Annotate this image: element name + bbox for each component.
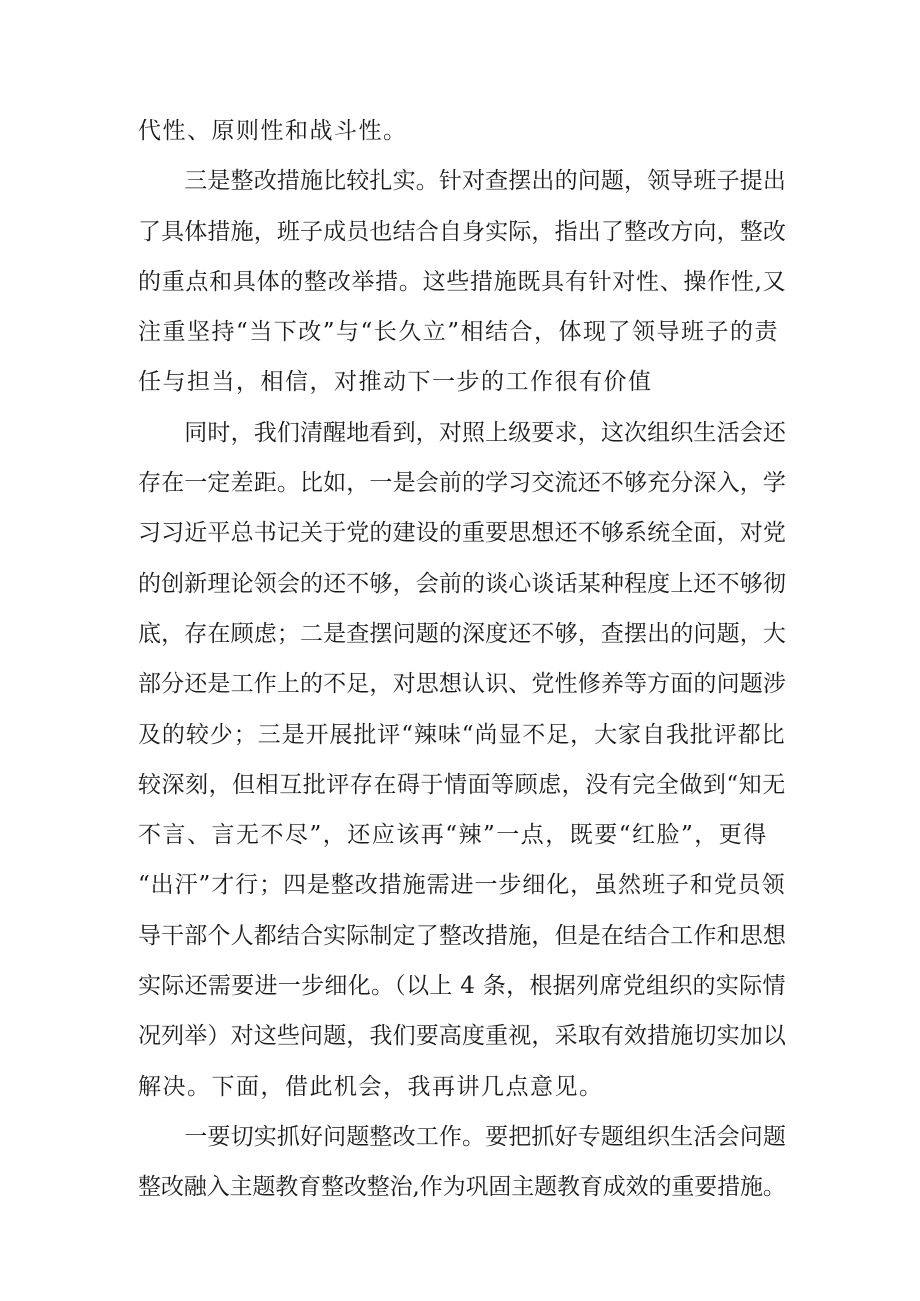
text-line: 注重坚持“当下改”与“长久立”相结合，体现了领导班子的责	[138, 319, 780, 346]
text-line: 解决。下面，借此机会，我再讲几点意见。	[138, 1073, 604, 1100]
document-body	[138, 113, 786, 1220]
text-line: 实际还需要进一步细化。（以上 4 条，根据列席党组织的实际情	[138, 973, 786, 1000]
text-line: 导干部个人都结合实际制定了整改措施，但是在结合工作和思想	[138, 922, 786, 949]
text-line: 底，存在顾虑；二是查摆问题的深度还不够，查摆出的问题，大	[138, 620, 786, 647]
text-line: 的重点和具体的整改举措。这些措施既具有针对性、操作性,又	[138, 268, 787, 295]
text-line: 了具体措施，班子成员也结合自身实际，指出了整改方向，整改	[138, 218, 786, 245]
text-line: 整改融入主题教育整改整治,作为巩固主题教育成效的重要措施。	[138, 1174, 786, 1201]
text-line: 及的较少；三是开展批评“辣味“尚显不足，大家自我批评都比	[138, 721, 786, 748]
text-line: 存在一定差距。比如，一是会前的学习交流还不够充分深入，学	[138, 470, 786, 497]
text-line: 代性、原则性和战斗性。	[138, 118, 408, 144]
text-line: 一要切实抓好问题整改工作。要把抓好专题组织生活会问题	[138, 1123, 786, 1150]
text-line: “出汗”才行；四是整改措施需进一步细化，虽然班子和党员领	[138, 872, 786, 899]
text-line: 较深刻，但相互批评存在碍于情面等顾虑，没有完全做到“知无	[138, 771, 786, 798]
text-line: 同时，我们清醒地看到，对照上级要求，这次组织生活会还	[138, 419, 786, 446]
text-line: 三是整改措施比较扎实。针对查摆出的问题，领导班子提出	[138, 168, 786, 195]
text-line: 习习近平总书记关于党的建设的重要思想还不够系统全面，对党	[138, 520, 786, 547]
text-line: 任与担当，相信，对推动下一步的工作很有价值	[138, 369, 653, 396]
text-line: 部分还是工作上的不足，对思想认识、党性修养等方面的问题涉	[138, 671, 786, 698]
text-line: 不言、言无不尽”，还应该再“辣”一点，既要“红脸”，更得	[138, 822, 768, 849]
text-line: 况列举）对这些问题，我们要高度重视，采取有效措施切实加以	[138, 1023, 786, 1050]
text-line: 的创新理论领会的还不够，会前的谈心谈话某种程度上还不够彻	[138, 570, 786, 597]
